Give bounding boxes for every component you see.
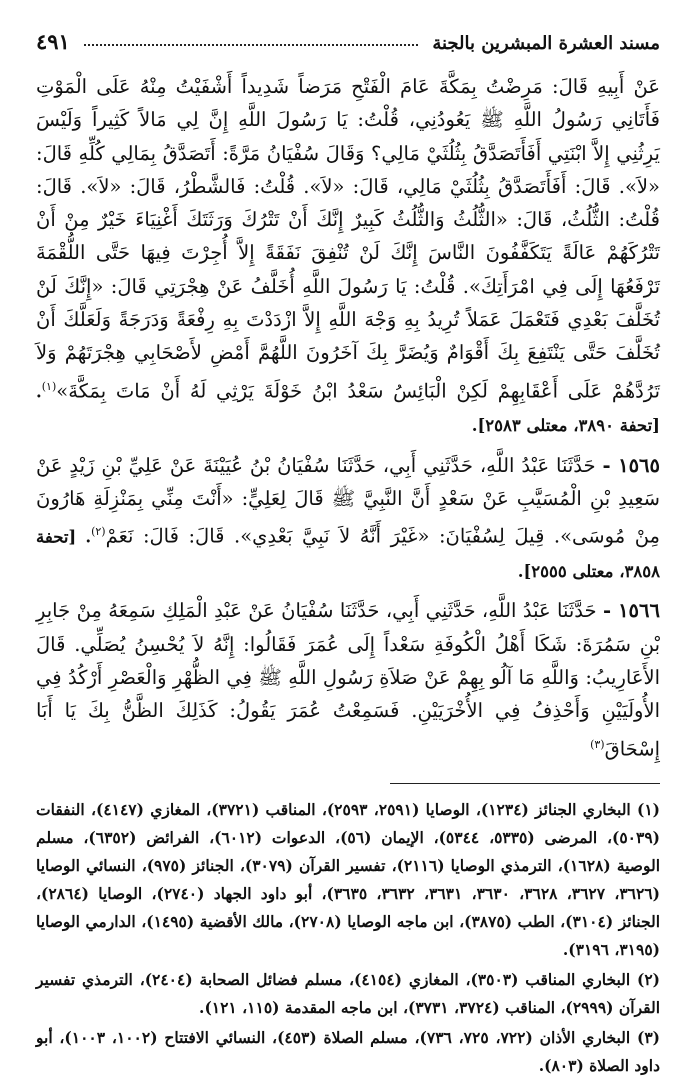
hadith-1566 [36,594,660,765]
running-title: مسند العشرة المبشرين بالجنة [432,33,660,54]
footnote-1: (١) البخاري الجنائز (١٢٣٤)، الوصايا (٢٥٩١، ٢٥٩٣)، المناقب (٣٧٢١)، المغازي (٤١٤٧)، النفقات (٥٠٣٩)، المرضى (٥٣٣٥، ٥٣٤٤)، الإيمان (٥٦)، الدعوات (٦٠١٢)، الفرائض (٦٣٥٢)، مسلم الوصية (١٦٢٨)، الترمذي الوصايا (٢١١٦)، تفسير القرآن (٣٠٧٩)، الجنائز (٩٧٥)، النسائي الوصايا (٣٦٢٦، ٣٦٢٧، ٣٦٢٨، ٣٦٣٠، ٣٦٣١، ٣٦٣٢، ٣٦٣٥)، أبو داود الجهاد (٢٧٤٠)، الوصايا (٢٨٦٤)، الجنائز (٣١٠٤)، الطب (٣٨٧٥)، ابن ماجه الوصايا (٢٧٠٨)، مالك الأقضية (١٤٩٥)، الدارمي الوصايا (٣١٩٥، ٣١٩٦). [36,800,661,960]
footnotes [36,796,660,1080]
hadith-text: عَنْ أَبِيهِ قَالَ: مَرِضْتُ بِمَكَّةَ عَامَ الْفَتْحِ مَرَضاً شَدِيداً أَشْفَيْتُ مِنْهُ عَلَى الْمَوْتِ فَأَتَانِي رَسُولُ اللَّهِ ﷺ يَعُودُنِي، قُلْتُ: يَا رَسُولَ اللَّهِ إِنَّ لِي مَالاً كَثِيراً وَلَيْسَ يَرِثُنِي إِلاَّ ابْنَتِي أَفَأَتَصَدَّقُ بِثُلُثَيْ مَالِي؟ وَقَالَ سُفْيَانُ مَرَّةً: أَتَصَدَّقُ بِمَالِي كُلِّهِ قَالَ: «لاَ». قَالَ: أَفَأَتَصَدَّقُ بِثُلُثَيْ مَالِي، قَالَ: «لاَ». قُلْتُ: فَالشَّطْرُ، قَالَ: «لاَ». قَالَ: قُلْتُ: الثُّلُثُ، قَالَ: «الثُّلُثُ وَالثُّلُثُ كَبِيرٌ إِنَّكَ أَنْ تَتْرُكَ وَرَثَتَكَ أَغْنِيَاءَ خَيْرٌ مِنْ أَنْ تَتْرُكَهُمْ عَالَةً يَتَكَفَّفُونَ النَّاسَ إِنَّكَ لَنْ تُنْفِقَ نَفَقَةً إِلاَّ أُجِرْتَ فِيهَا حَتَّى اللُّقْمَةَ تَرْفَعُهَا إِلَى فِي امْرَأَتِكَ». قُلْتُ: يَا رَسُولَ اللَّهِ أُخَلَّفُ عَنْ هِجْرَتِي قَالَ: «إِنَّكَ لَنْ تُخَلَّفَ بَعْدِي فَتَعْمَلَ عَمَلاً تُرِيدُ بِهِ وَجْهَ اللَّهِ إِلاَّ ازْدَدْتَ بِهِ رِفْعَةً وَدَرَجَةً وَلَعَلَّكَ أَنْ تُخَلَّفَ حَتَّى يَنْتَفِعَ بِكَ أَقْوَامٌ وَيُضَرَّ بِكَ آخَرُونَ اللَّهُمَّ أَمْضِ لأَصْحَابِي هِجْرَتَهُمْ وَلاَ تَرُدَّهُمْ عَلَى أَعْقَابِهِمْ لَكِنْ الْبَائِسُ سَعْدُ ابْنُ خَوْلَةَ يَرْثِي لَهُ أَنْ مَاتَ بِمَكَّةَ» [36,75,660,403]
hadith-1565 [36,449,660,589]
hadith-number: ١٥٦٥ - [602,453,661,477]
header-dot-leader [84,44,418,46]
footnote-2: (٢) البخاري المناقب (٣٥٠٣)، المغازي (٤١٥٤)، مسلم فضائل الصحابة (٢٤٠٤)، الترمذي تفسير القرآن (٢٩٩٩)، المناقب (٣٧٢٤، ٣٧٣١)، ابن ماجه المقدمة (١١٥، ١٢١). [36,970,660,1018]
page-header [36,20,660,54]
footnote-marker[interactable]: (٢) [91,525,106,539]
hadith-reference: . [تحفة ٣٨٥٨، معتلى ٢٥٥٥]. [36,527,660,582]
page-number: ٤٩١ [36,29,70,54]
hadith-text: حَدَّثَنَا عَبْدُ اللَّهِ، حَدَّثَنِي أَبِي، حَدَّثَنَا سُفْيَانُ عَنْ عَبْدِ الْمَلِكِ سَمِعَهُ مِنْ جَابِرِ بْنِ سَمُرَةَ: شَكَا أَهْلُ الْكُوفَةِ سَعْداً إِلَى عُمَرَ فَقَالُوا: إِنَّهُ لاَ يُحْسِنُ يُصَلِّي. قَالَ الأَعَارِيبُ: وَاللَّهِ مَا آلُو بِهِمْ عَنْ صَلاَةِ رَسُولِ اللَّهِ ﷺ فِي الظُّهْرِ وَالْعَصْرِ أَرْكُدُ فِي الأُولَيَيْنِ وَأَحْذِفُ فِي الأُخْرَيَيْنِ. فَسَمِعْتُ عُمَرَ يَقُولُ: كَذَلِكَ الظَّنُّ بِكَ يَا أَبَا إِسْحَاقَ [36,599,660,761]
footnote-marker[interactable]: (١) [41,379,57,393]
hadith-text: حَدَّثَنَا عَبْدُ اللَّهِ، حَدَّثَنِي أَبِي، حَدَّثَنَا سُفْيَانُ بْنُ عُيَيْنَةَ عَنْ عَلِيِّ بْنِ زَيْدٍ عَنْ سَعِيدِ بْنِ الْمُسَيَّبِ عَنْ سَعْدٍ أَنَّ النَّبِيَّ ﷺ قَالَ لِعَلِيٍّ: «أَنْتَ مِنِّي بِمَنْزِلَةِ هَارُونَ مِنْ مُوسَى». قِيلَ لِسُفْيَانَ: «غَيْرَ أَنَّهُ لاَ نَبِيَّ بَعْدِي». قَالَ: فَالَ: نَعَمْ [36,453,660,548]
hadith-reference: . [تحفة ٣٨٩٠، معتلى ٢٥٨٣]. [36,382,660,436]
main-text [36,70,660,765]
hadith-continuation [36,70,660,443]
hadith-number: ١٥٦٦ - [602,599,660,623]
footnote-marker[interactable]: (٣) [590,737,605,751]
footnote-3: (٣) البخاري الأذان (٧٢٢، ٧٢٥، ٧٣٦)، مسلم الصلاة (٤٥٣)، النسائي الافتتاح (١٠٠٢، ١٠٠٣)، أبو داود الصلاة (٨٠٣). [36,1028,660,1076]
footnote-separator [390,783,660,784]
